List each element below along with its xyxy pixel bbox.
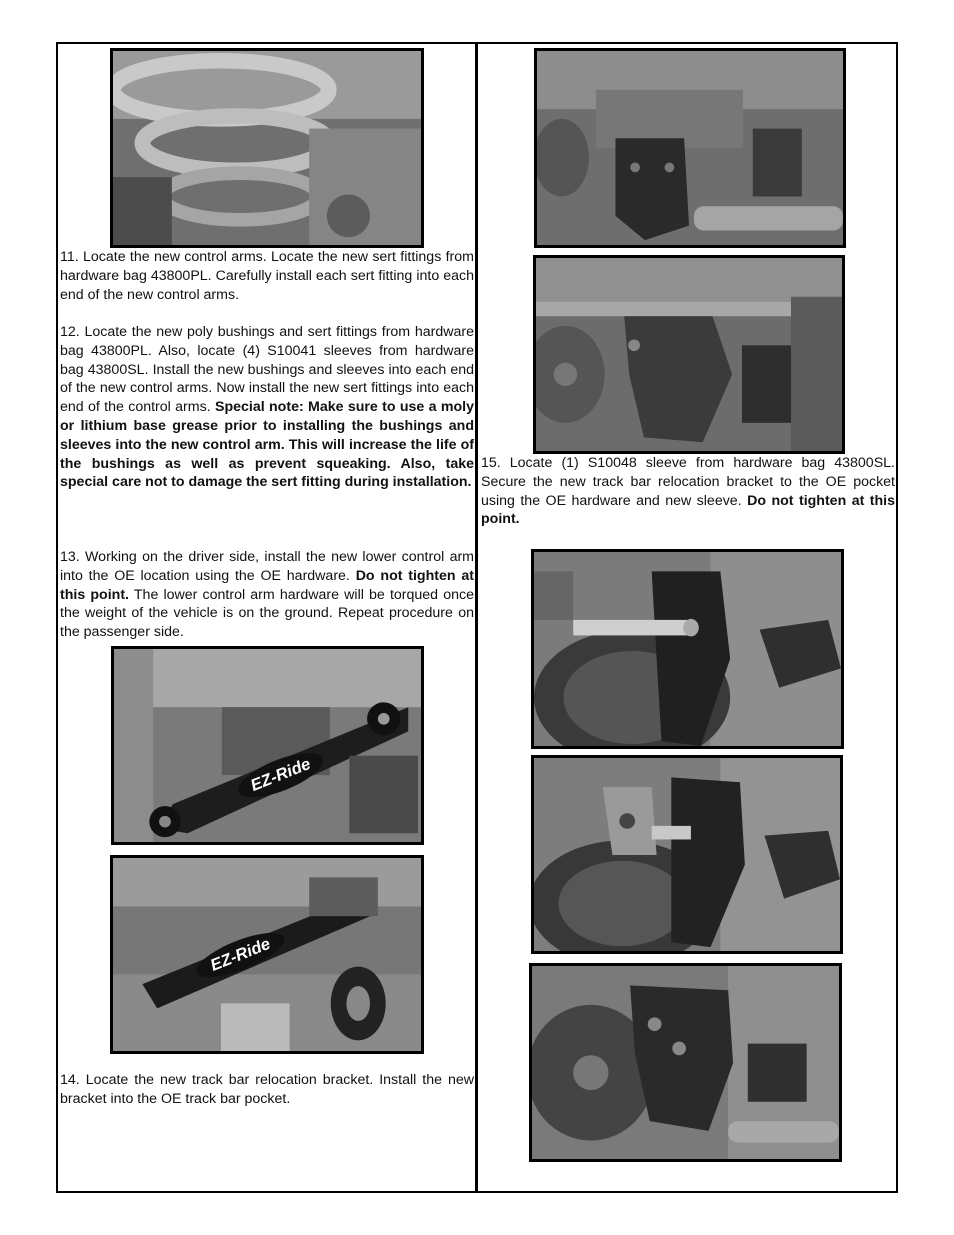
photo-coil-spring [110, 48, 424, 248]
step-12-text: 12. Locate the new poly bushings and sert fittings from hardware bag 43800PL. Also, locate (4) S10041 sleeves from hardware bag 43800SL. Install the new bushings and sleeves into each end of the new control arms. Now install the new sert fittings into each end of the control arms. Special note: Make sure to use a moly or lithium base grease prior to installing the bushings and sleeves into the new control arm. This will increase the life of the bushings as well as prevent squeaking. Also, take special care not to damage the sert fitting during installation. [60, 324, 475, 491]
photo-control-arm-install-2 [110, 855, 424, 1054]
photo-sleeve-install-2 [531, 755, 843, 954]
photo-control-arm-install-1 [111, 646, 424, 845]
photo-sleeve-install-3 [529, 963, 842, 1162]
photo-track-bar-bracket-1 [534, 48, 846, 248]
step-12-note: Special note: Make sure to use a moly or lithium base grease prior to installing the bushings and sleeves into the new control arm. This will increase the life of the bushings as well as prevent squeaking. Also, take special care not to damage the sert fitting during installation. [60, 399, 475, 491]
step-11-text: 11. Locate the new control arms. Locate the new sert fittings from hardware bag 43800PL. Carefully install each sert fitting into each end of the new control arms. [60, 249, 474, 303]
svg-text:EZ-Ride: EZ-Ride [247, 754, 314, 795]
photo-sleeve-install-1 [531, 549, 844, 749]
step-14-text: 14. Locate the new track bar relocation bracket. Install the new bracket into the OE track bar pocket. [60, 1072, 474, 1107]
svg-text:EZ-Ride: EZ-Ride [207, 933, 274, 975]
step-15-text: 15. Locate (1) S10048 sleeve from hardware bag 43800SL. Secure the new track bar relocation bracket to the OE pocket using the OE hardware and new sleeve. Do not tighten at this point. [481, 455, 895, 528]
column-divider [475, 42, 478, 1193]
photo-track-bar-bracket-2 [533, 255, 845, 454]
step-13-text: 13. Working on the driver side, install the new lower control arm into the OE location using the OE hardware. Do not tighten at this point. The lower control arm hardware will be torqued once the weight of the vehicle is on the ground. Repeat procedure on the passenger side. [60, 549, 474, 641]
